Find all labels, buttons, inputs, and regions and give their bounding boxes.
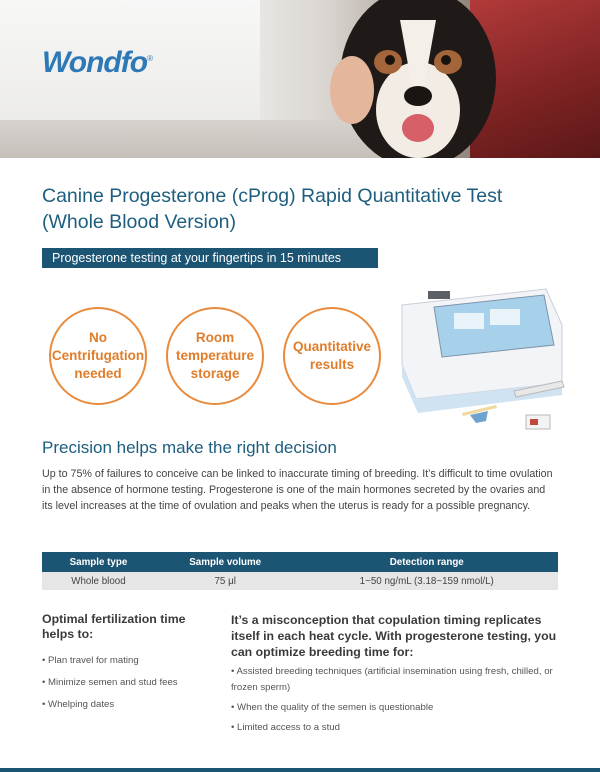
fertilization-heading: Optimal fertilization time helps to: bbox=[42, 612, 186, 641]
column-header-detection-range: Detection range bbox=[296, 552, 559, 572]
feature-quantitative-results: Quantitative results bbox=[283, 307, 381, 405]
cell-sample-type: Whole blood bbox=[42, 572, 155, 590]
bottom-rule bbox=[0, 768, 600, 772]
breeding-optimization bbox=[231, 612, 561, 740]
column-header-sample-type: Sample type bbox=[42, 552, 155, 572]
feature-no-centrifugation: No Centrifugation needed bbox=[49, 307, 147, 405]
cell-sample-volume: 75 μl bbox=[155, 572, 296, 590]
dog-photo bbox=[300, 0, 530, 158]
list-item: • Whelping dates bbox=[42, 699, 115, 710]
intro-paragraph: Up to 75% of failures to conceive can be linked to inaccurate timing of breeding. It’s difficult to time ovulation in the absence of hormone testing. Progesterone is one of the main hormones secreted by the ovaries and its level increases at the time of ovulation and peaks when the uterus is ready for a possible pregnancy. bbox=[42, 468, 553, 512]
feature-circles bbox=[49, 307, 389, 411]
cell-detection-range: 1~50 ng/mL (3.18~159 nmol/L) bbox=[296, 572, 559, 590]
feature-room-temperature: Room temperature storage bbox=[166, 307, 264, 405]
list-item: • Assisted breeding techniques (artificial insemination using fresh, chilled, or frozen sperm) bbox=[231, 666, 553, 693]
table-row bbox=[42, 572, 558, 590]
table-header-row bbox=[42, 552, 558, 572]
hero-banner bbox=[0, 0, 600, 158]
breeding-heading: It’s a misconception that copulation timing replicates itself in each heat cycle. With progesterone testing, you can optimize breeding time for: bbox=[231, 613, 557, 659]
sample-specs-table bbox=[42, 552, 558, 590]
section-heading: Precision helps make the right decision bbox=[42, 438, 337, 457]
list-item: • Plan travel for mating bbox=[42, 655, 139, 666]
analyzer-device-illustration bbox=[396, 285, 572, 435]
list-item: • When the quality of the semen is questionable bbox=[231, 702, 434, 713]
wondfo-logo: Wondfo® bbox=[42, 46, 152, 79]
list-item: • Minimize semen and stud fees bbox=[42, 677, 178, 688]
fertilization-benefits bbox=[42, 612, 212, 716]
page-title: Canine Progesterone (cProg) Rapid Quantitative Test (Whole Blood Version) bbox=[42, 185, 503, 233]
breeding-list bbox=[231, 664, 561, 736]
tagline-banner: Progesterone testing at your fingertips in 15 minutes bbox=[42, 248, 378, 268]
fertilization-list bbox=[42, 650, 212, 716]
column-header-sample-volume: Sample volume bbox=[155, 552, 296, 572]
list-item: • Limited access to a stud bbox=[231, 722, 340, 733]
